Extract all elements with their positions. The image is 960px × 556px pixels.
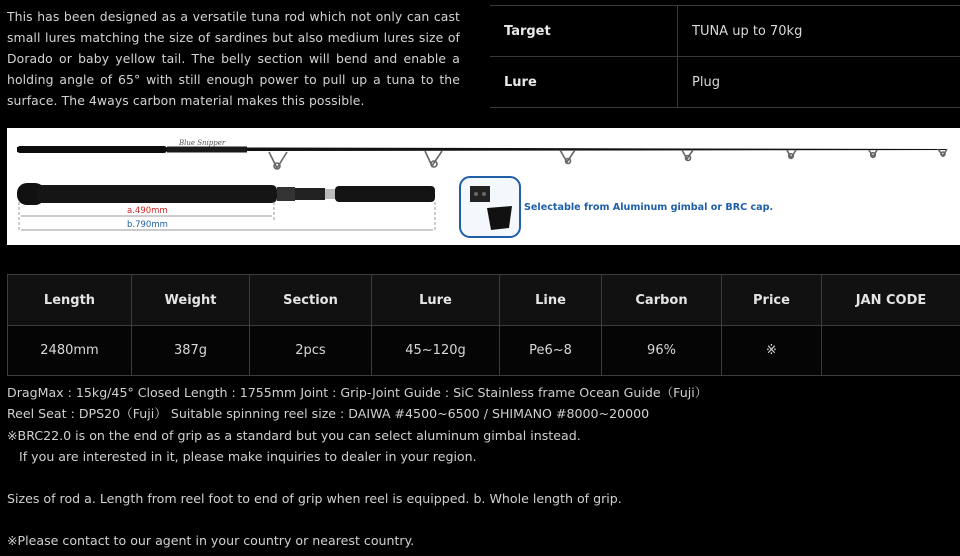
dimension-label-b: b.790mm (127, 220, 168, 230)
spec-header: Section (250, 275, 372, 326)
svg-text:Blue Snipper: Blue Snipper (179, 139, 226, 147)
spec-cell: Pe6~8 (500, 326, 602, 376)
rod-grip (17, 183, 435, 205)
note-line: Reel Seat : DPS20（Fuji） Suitable spinning reel size : DAIWA #4500~6500 / SHIMANO #8000~20000 (7, 406, 650, 422)
spec-cell: 2pcs (250, 326, 372, 376)
spec-header: Price (722, 275, 822, 326)
spec-header-row (8, 275, 960, 326)
summary-row-target (490, 6, 960, 57)
spec-cell: ※ (722, 326, 822, 376)
spec-notes (7, 382, 957, 552)
spec-header: JAN CODE (822, 275, 960, 326)
summary-label: Target (490, 6, 678, 57)
rod-illustration (7, 128, 960, 245)
summary-row-lure (490, 57, 960, 108)
spec-cell: 45~120g (372, 326, 500, 376)
spec-value-row (8, 326, 960, 376)
spec-header: Lure (372, 275, 500, 326)
rod-image-panel (7, 128, 960, 245)
summary-label: Lure (490, 57, 678, 108)
spec-header: Length (8, 275, 132, 326)
spec-cell (822, 326, 960, 376)
note-line: ※Please contact to our agent in your country or nearest country. (7, 533, 415, 549)
spec-cell: 387g (132, 326, 250, 376)
brc-cap-inset (460, 177, 520, 237)
dimension-lines (19, 202, 435, 232)
spec-cell: 96% (602, 326, 722, 376)
spec-header: Line (500, 275, 602, 326)
dimension-arrows (21, 216, 433, 230)
cap-caption: Selectable from Aluminum gimbal or BRC cap. (524, 202, 774, 213)
spec-table (7, 274, 960, 376)
spec-header: Carbon (602, 275, 722, 326)
spec-cell: 2480mm (8, 326, 132, 376)
note-line: DragMax : 15kg/45° Closed Length : 1755mm Joint : Grip-Joint Guide : SiC Stainless frame Ocean Guide（Fuji） (7, 385, 708, 400)
note-line: ※BRC22.0 is on the end of grip as a standard but you can select aluminum gimbal instead. (7, 427, 581, 443)
summary-table (490, 5, 960, 108)
summary-value: Plug (678, 57, 960, 108)
note-line: Sizes of rod a. Length from reel foot to end of grip when reel is equipped. b. Whole length of grip. (7, 491, 622, 507)
summary-value: TUNA up to 70kg (678, 6, 960, 57)
dimension-label-a: a.490mm (127, 206, 168, 216)
spec-header: Weight (132, 275, 250, 326)
full-rod (17, 139, 947, 169)
note-line: If you are interested in it, please make inquiries to dealer in your region. (7, 448, 477, 464)
product-description: This has been designed as a versatile tuna rod which not only can cast small lures matching the size of sardines but also medium lures size of Dorado or baby yellow tail. The belly section will bend and enable a holding angle of 65° with still enough power to pull up a tuna to the surface. The 4ways carbon material makes this possible. (7, 9, 460, 108)
